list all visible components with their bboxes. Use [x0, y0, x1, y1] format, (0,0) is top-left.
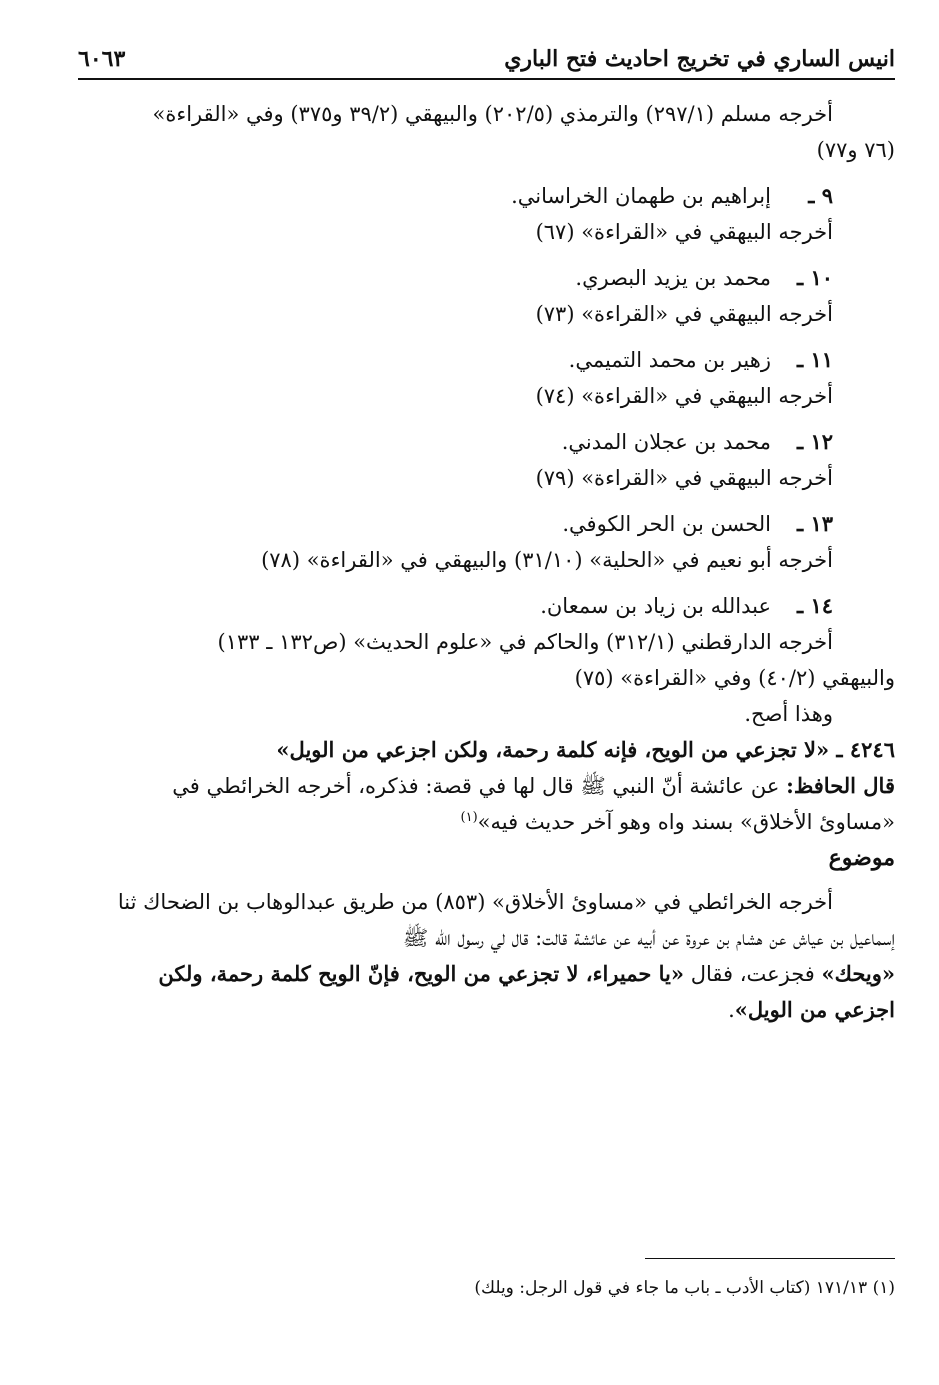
item-source: أخرجه البيهقي في «القراءة» (٧٩) — [535, 466, 833, 490]
item-source-line-1: أخرجه الدارقطني (٣١٢/١) والحاكم في «علوم الحديث» (ص١٣٢ ـ ١٣٣) — [217, 630, 833, 654]
item-number: ٩ ـ — [808, 183, 833, 208]
takhrij-text-3: فجزعت، فقال — [684, 962, 822, 986]
hadith-text: «لا تجزعي من الويح، فإنه كلمة رحمة، ولكن اجزعي من الويل» — [276, 737, 830, 762]
narrator-item-11 — [88, 342, 895, 414]
book-title: انيس الساري في تخريج احاديث فتح الباري — [504, 46, 895, 72]
intro-line-2: (٧٦ و٧٧) — [816, 138, 895, 162]
hafidh-line-1 — [88, 768, 895, 804]
item-name: إبراهيم بن طهمان الخراساني. — [511, 184, 771, 208]
takhrij-end: . — [728, 998, 735, 1022]
item-number: ١٢ ـ — [796, 429, 833, 454]
takhrij-line-4 — [88, 992, 895, 1028]
intro-line-1: أخرجه مسلم (٢٩٧/١) والترمذي (٢٠٢/٥) والبيهقي (٣٩/٢ و٣٧٥) وفي «القراءة» — [152, 102, 833, 126]
narrator-item-12 — [88, 424, 895, 496]
conclusion: وهذا أصح. — [744, 702, 833, 726]
footnote-reference[interactable]: (١) — [460, 810, 478, 825]
hadith-heading — [88, 732, 895, 768]
takhrij-line-3 — [88, 956, 895, 992]
item-name: محمد بن عجلان المدني. — [561, 430, 771, 454]
item-name: محمد بن يزيد البصري. — [575, 266, 771, 290]
item-source: أخرجه البيهقي في «القراءة» (٦٧) — [535, 220, 833, 244]
item-number: ١١ ـ — [796, 347, 833, 372]
hafidh-text-2: «مساوئ الأخلاق» بسند واه وهو آخر حديث فيه» — [477, 810, 895, 834]
page-number: ٦٠٦٣ — [78, 46, 126, 72]
takhrij-line-2: إسماعيل بن عياش عن هشام بن عروة عن أبيه عن عائشة قالت: قال لي رسول الله ﷺ — [402, 926, 895, 950]
hafidh-line-2 — [88, 804, 895, 840]
takhrij-quote-1: «ويحك» — [821, 961, 895, 986]
item-source: أخرجه البيهقي في «القراءة» (٧٤) — [535, 384, 833, 408]
narrator-item-9 — [88, 178, 895, 250]
hadith-number: ٤٢٤٦ ـ — [836, 737, 895, 762]
narrator-item-13 — [88, 506, 895, 578]
item-source: أخرجه أبو نعيم في «الحلية» (٣١/١٠) والبيهقي في «القراءة» (٧٨) — [261, 548, 833, 572]
item-source-line-2: والبيهقي (٤٠/٢) وفي «القراءة» (٧٥) — [574, 666, 895, 690]
running-header — [78, 40, 895, 80]
main-text — [88, 96, 895, 1028]
footnote: (١) ١٧١/١٣ (كتاب الأدب ـ باب ما جاء في قول الرجل: ويلك) — [474, 1278, 895, 1298]
item-name: زهير بن محمد التميمي. — [568, 348, 771, 372]
item-number: ١٤ ـ — [796, 593, 833, 618]
item-number: ١٣ ـ — [796, 511, 833, 536]
takhrij-line-1: أخرجه الخرائطي في «مساوئ الأخلاق» (٨٥٣) من طريق عبدالوهاب بن الضحاك ثنا — [117, 890, 833, 914]
takhrij-quote-2: «يا حميراء، لا تجزعي من الويح، فإنّ الويح كلمة رحمة، ولكن — [158, 961, 685, 986]
hafidh-label: قال الحافظ: — [786, 773, 895, 798]
item-name: الحسن بن الحر الكوفي. — [562, 512, 771, 536]
narrator-item-10 — [88, 260, 895, 332]
hadith-grade: موضوع — [828, 845, 895, 871]
item-name: عبدالله بن زياد بن سمعان. — [540, 594, 771, 618]
narrator-item-14 — [88, 588, 895, 696]
item-source: أخرجه البيهقي في «القراءة» (٧٣) — [535, 302, 833, 326]
hafidh-text-1: عن عائشة أنّ النبي ﷺ قال لها في قصة: فذكره، أخرجه الخرائطي في — [172, 774, 780, 798]
item-number: ١٠ ـ — [796, 265, 833, 290]
footnote-divider — [645, 1258, 895, 1259]
takhrij-quote-3: اجزعي من الويل» — [734, 997, 895, 1022]
